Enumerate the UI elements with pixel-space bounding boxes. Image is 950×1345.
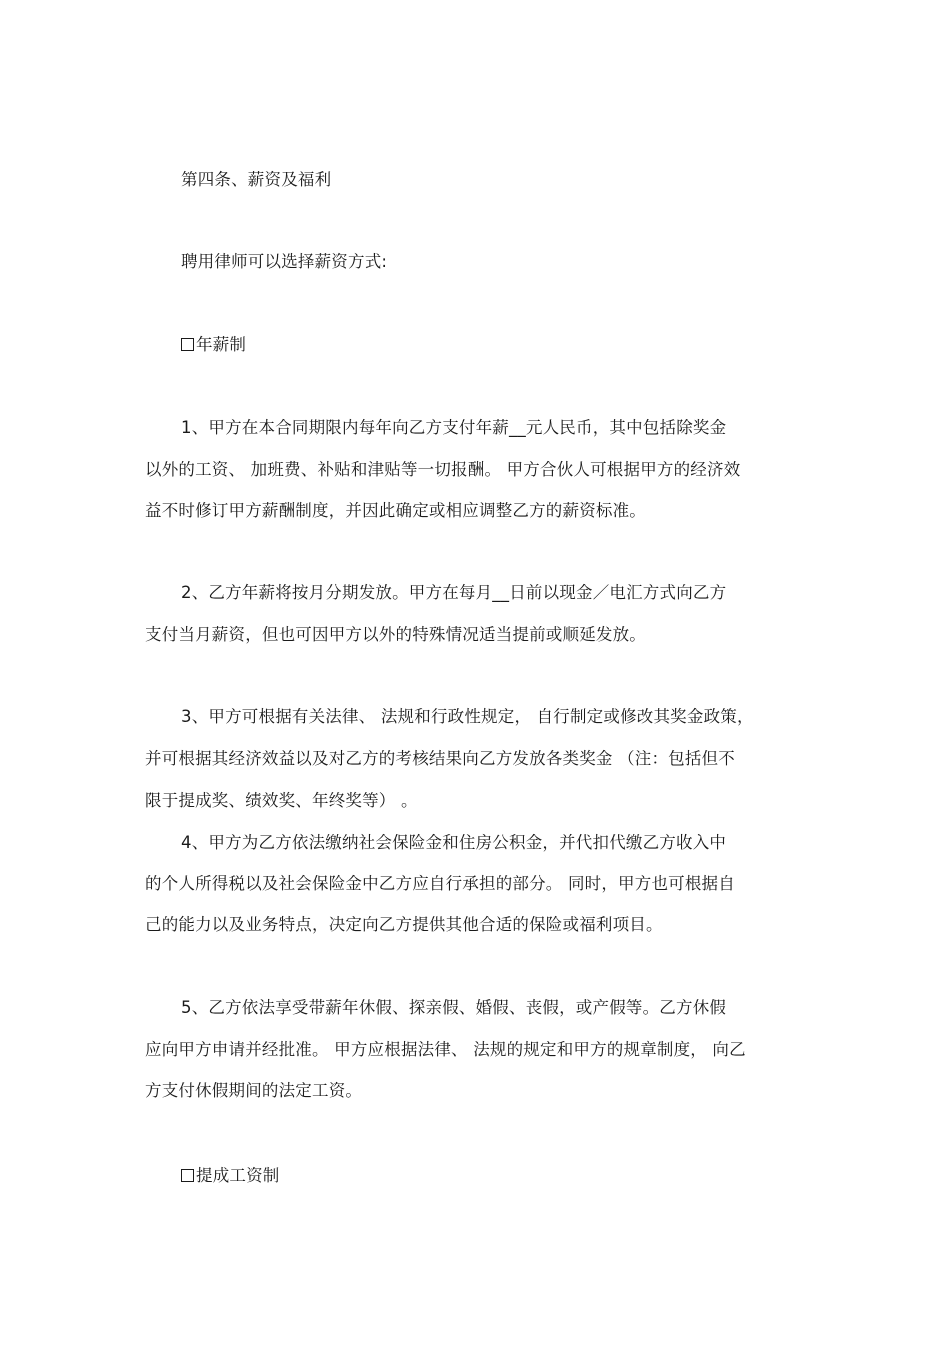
clause-5-line-2: 应向甲方申请并经批准。 甲方应根据法律、 法规的规定和甲方的规章制度， 向乙 bbox=[145, 1040, 746, 1059]
clause-3-line-1: 3、甲方可根据有关法律、 法规和行政性规定， 自行制定或修改其奖金政策， bbox=[181, 707, 754, 726]
clause-2-line-2: 支付当月薪资，但也可因甲方以外的特殊情况适当提前或顺延发放。 bbox=[145, 625, 646, 644]
option-commission-salary-label: 提成工资制 bbox=[196, 1166, 280, 1185]
clause-1-line-2: 以外的工资、 加班费、补贴和津贴等一切报酬。 甲方合伙人可根据甲方的经济效 bbox=[145, 460, 741, 479]
checkbox-annual-salary[interactable] bbox=[181, 338, 194, 351]
clause-4-line-3: 己的能力以及业务特点，决定向乙方提供其他合适的保险或福利项目。 bbox=[145, 915, 663, 934]
clause-5-line-3: 方支付休假期间的法定工资。 bbox=[145, 1081, 363, 1100]
clause-2-line-1: 2、乙方年薪将按月分期发放。甲方在每月__日前以现金／电汇方式向乙方 bbox=[181, 583, 727, 602]
checkbox-commission-salary[interactable] bbox=[181, 1169, 194, 1182]
option-annual-salary[interactable] bbox=[181, 334, 246, 356]
clause-5-line-1: 5、乙方依法享受带薪年休假、探亲假、婚假、丧假，或产假等。乙方休假 bbox=[181, 998, 727, 1017]
clause-1-line-3: 益不时修订甲方薪酬制度，并因此确定或相应调整乙方的薪资标准。 bbox=[145, 501, 646, 520]
clause-4-line-1: 4、甲方为乙方依法缴纳社会保险金和住房公积金，并代扣代缴乙方收入中 bbox=[181, 833, 727, 852]
clause-3-line-2: 并可根据其经济效益以及对乙方的考核结果向乙方发放各类奖金 （注：包括但不 bbox=[145, 749, 735, 768]
intro-text: 聘用律师可以选择薪资方式: bbox=[181, 252, 388, 271]
clause-4-line-2: 的个人所得税以及社会保险金中乙方应自行承担的部分。 同时，甲方也可根据自 bbox=[145, 874, 735, 893]
option-annual-salary-label: 年薪制 bbox=[196, 335, 247, 354]
clause-1-line-1: 1、甲方在本合同期限内每年向乙方支付年薪__元人民币，其中包括除奖金 bbox=[181, 418, 727, 437]
option-commission-salary[interactable] bbox=[181, 1165, 280, 1187]
section-title: 第四条、薪资及福利 bbox=[181, 170, 332, 189]
clause-3-line-3: 限于提成奖、绩效奖、年终奖等） 。 bbox=[145, 791, 418, 810]
